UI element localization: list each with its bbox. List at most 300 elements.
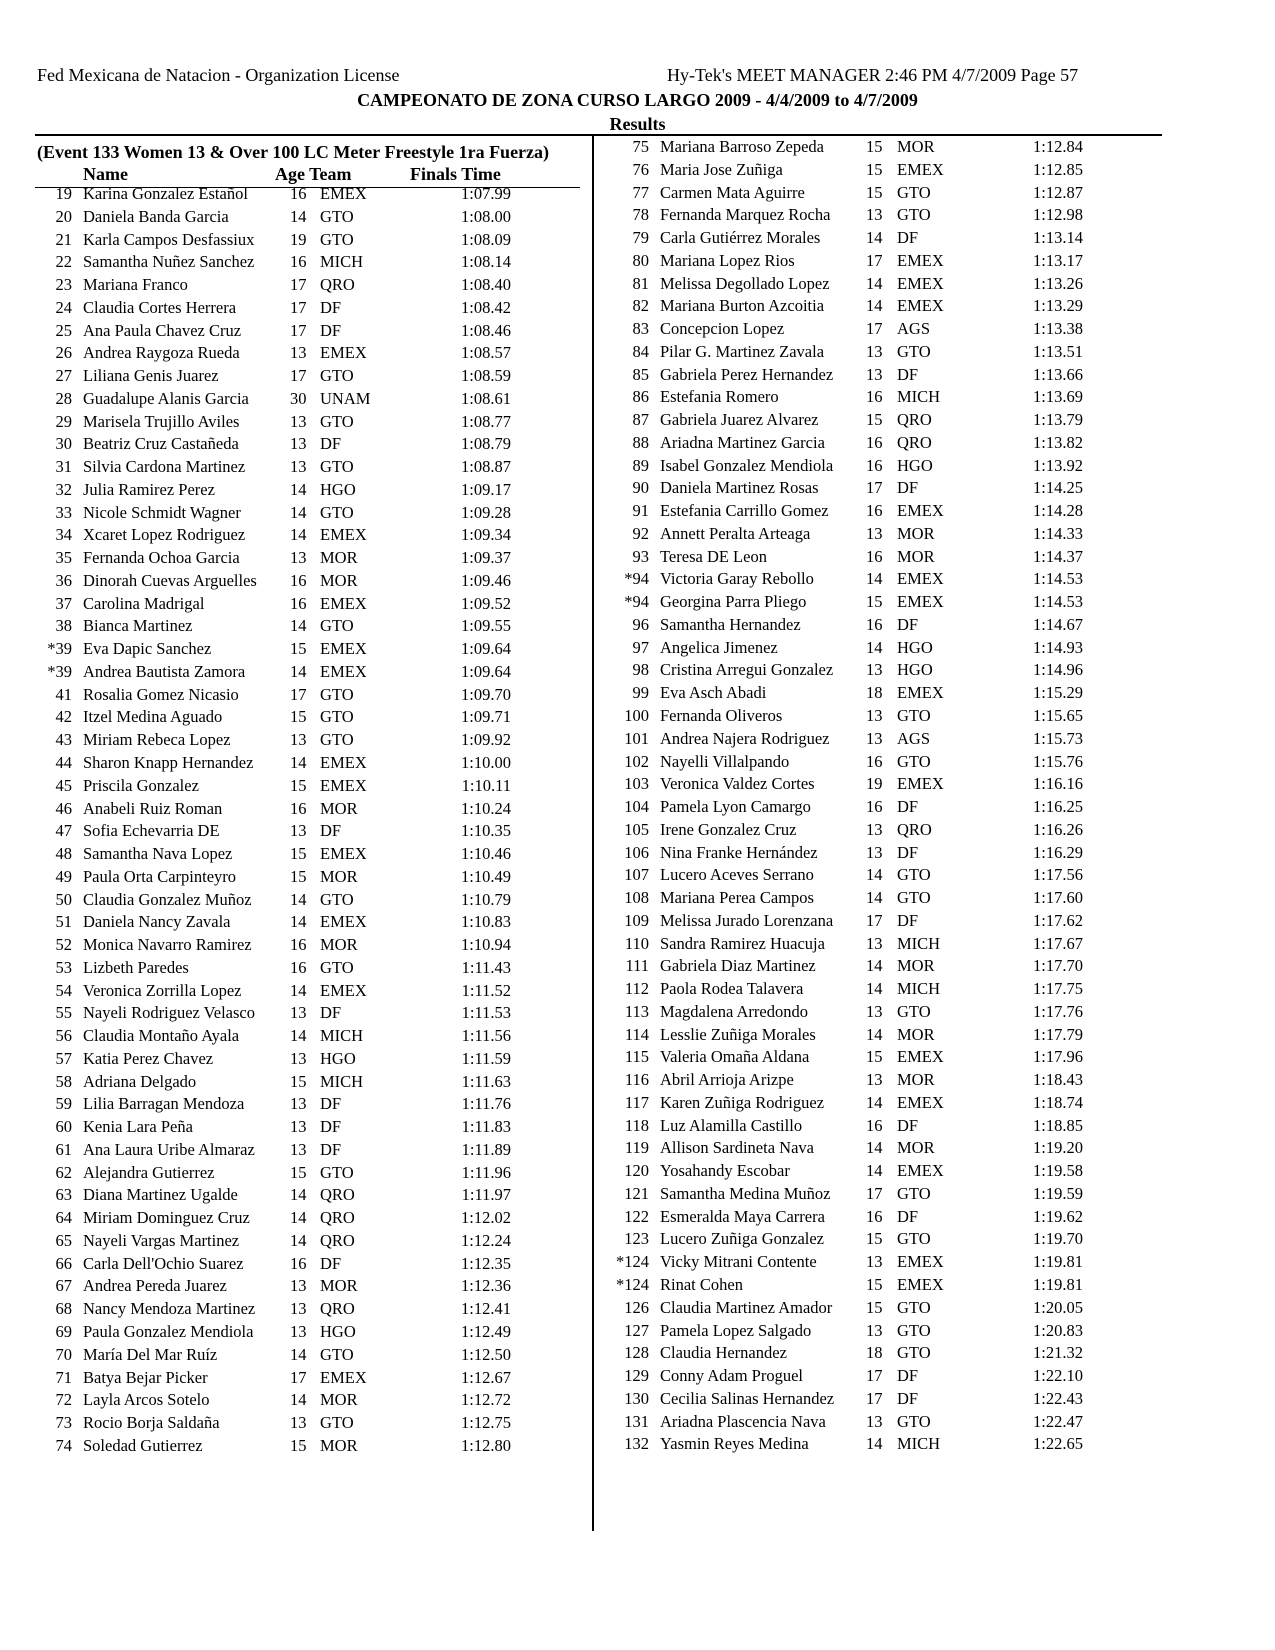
result-row (0, 388, 570, 410)
place: 70 (55, 1344, 72, 1364)
name: Karina Gonzalez Estañol (83, 184, 248, 203)
team: UNAM (320, 388, 371, 408)
name: Claudia Montaño Ayala (83, 1026, 240, 1046)
result-row (0, 661, 570, 683)
place: 35 (55, 548, 72, 568)
name: Liliana Genis Juarez (83, 366, 219, 386)
team: MOR (320, 570, 358, 590)
team: DF (897, 842, 919, 862)
age: 15 (290, 1071, 307, 1091)
team: EMEX (320, 343, 367, 363)
team: EMEX (320, 980, 367, 1000)
name: Angelica Jimenez (660, 637, 778, 657)
name: Eva Dapic Sanchez (83, 639, 212, 659)
result-row (594, 364, 1194, 386)
place: 19 (55, 184, 72, 203)
place: 25 (55, 320, 72, 340)
finals-time: 1:12.87 (1033, 182, 1083, 202)
age: 13 (866, 728, 883, 748)
name: Paola Rodea Talavera (660, 979, 804, 999)
finals-time: 1:16.25 (1033, 797, 1083, 817)
finals-time: 1:10.49 (461, 866, 511, 886)
place: 29 (55, 411, 72, 431)
team: QRO (320, 1299, 355, 1319)
finals-time: 1:09.64 (461, 639, 511, 659)
team: HGO (320, 1322, 356, 1341)
place: 62 (55, 1162, 72, 1182)
finals-time: 1:12.98 (1033, 205, 1083, 225)
place: 55 (55, 1003, 72, 1023)
name: Rinat Cohen (660, 1275, 743, 1294)
age: 17 (290, 366, 307, 386)
name: Paula Orta Carpinteyro (83, 866, 237, 886)
name: Lucero Zuñiga Gonzalez (660, 1229, 825, 1249)
result-row (0, 1298, 570, 1320)
name: Nayeli Rodriguez Velasco (83, 1003, 255, 1023)
organization-license: Fed Mexicana de Natacion - Organization License (37, 65, 400, 85)
finals-time: 1:12.24 (461, 1230, 511, 1250)
place: 85 (632, 364, 649, 384)
age: 17 (290, 275, 307, 295)
team: QRO (320, 275, 355, 295)
team: GTO (320, 502, 354, 522)
result-row (594, 295, 1194, 317)
result-row (0, 524, 570, 546)
age: 17 (866, 319, 883, 339)
team: DF (320, 1139, 342, 1159)
age: 13 (866, 341, 883, 361)
finals-time: 1:14.67 (1033, 614, 1083, 634)
team: HGO (897, 455, 933, 475)
column-header-age-team: Age Team (275, 164, 352, 184)
name: Mariana Barroso Zepeda (660, 137, 825, 156)
place: 96 (632, 614, 649, 634)
name: Carolina Madrigal (83, 593, 205, 613)
age: 17 (290, 320, 307, 340)
finals-time: 1:12.36 (461, 1276, 511, 1296)
name: Monica Navarro Ramirez (83, 935, 252, 955)
team: EMEX (320, 844, 367, 864)
finals-time: 1:15.76 (1033, 751, 1083, 771)
age: 14 (290, 616, 307, 636)
place: 106 (624, 842, 649, 862)
name: Lizbeth Paredes (83, 957, 189, 977)
team: QRO (897, 819, 932, 839)
place: 49 (55, 866, 72, 886)
team: EMEX (897, 569, 944, 589)
result-row (594, 978, 1194, 1000)
name: Gabriela Diaz Martinez (660, 956, 816, 976)
team: DF (897, 1206, 919, 1226)
result-row (594, 728, 1194, 750)
place: 63 (55, 1185, 72, 1205)
age: 15 (290, 1435, 307, 1455)
finals-time: 1:14.53 (1033, 592, 1083, 612)
name: Nayeli Vargas Martinez (83, 1230, 240, 1250)
team: GTO (897, 1297, 931, 1317)
team: DF (897, 614, 919, 634)
age: 16 (290, 252, 307, 272)
age: 14 (290, 1185, 307, 1205)
finals-time: 1:17.70 (1033, 956, 1083, 976)
name: Katia Perez Chavez (83, 1048, 214, 1068)
result-row (0, 820, 570, 842)
finals-time: 1:19.81 (1033, 1252, 1083, 1272)
name: Claudia Cortes Herrera (83, 297, 237, 317)
name: Rosalia Gomez Nicasio (83, 684, 239, 704)
finals-time: 1:16.29 (1033, 842, 1083, 862)
result-row (0, 251, 570, 273)
place: 65 (55, 1230, 72, 1250)
team: EMEX (897, 250, 944, 270)
team: EMEX (897, 592, 944, 612)
place: 67 (55, 1276, 72, 1296)
result-row (594, 1433, 1194, 1455)
place: 98 (632, 660, 649, 680)
place: 119 (624, 1138, 649, 1158)
place: 114 (624, 1024, 649, 1044)
name: Claudia Martinez Amador (660, 1297, 833, 1317)
finals-time: 1:11.97 (461, 1185, 511, 1205)
finals-time: 1:08.61 (461, 388, 511, 408)
name: Estefania Carrillo Gomez (660, 501, 829, 521)
result-row (0, 433, 570, 455)
age: 13 (290, 457, 307, 477)
age: 16 (866, 455, 883, 475)
finals-time: 1:08.79 (461, 434, 511, 454)
team: EMEX (897, 1161, 944, 1181)
team: MOR (320, 935, 358, 955)
name: Batya Bejar Picker (83, 1367, 208, 1387)
age: 15 (866, 1297, 883, 1317)
place: 108 (624, 888, 649, 908)
result-row (0, 957, 570, 979)
finals-time: 1:09.28 (461, 502, 511, 522)
place: *94 (624, 569, 649, 589)
name: Anabeli Ruiz Roman (83, 798, 223, 818)
place: 73 (55, 1413, 72, 1433)
finals-time: 1:13.17 (1033, 250, 1083, 270)
finals-time: 1:12.67 (461, 1367, 511, 1387)
name: Claudia Gonzalez Muñoz (83, 889, 252, 909)
place: 100 (624, 706, 649, 725)
name: María Del Mar Ruíz (83, 1344, 218, 1364)
place: 24 (55, 297, 72, 317)
place: 115 (624, 1047, 649, 1067)
place: 77 (632, 182, 649, 202)
place: 111 (625, 956, 649, 976)
name: Esmeralda Maya Carrera (660, 1206, 825, 1226)
team: DF (320, 1094, 342, 1114)
name: Ana Paula Chavez Cruz (83, 320, 242, 340)
name: Bianca Martinez (83, 616, 193, 636)
age: 15 (290, 775, 307, 795)
team: EMEX (320, 1367, 367, 1387)
name: Miriam Dominguez Cruz (83, 1208, 250, 1228)
place: 87 (632, 410, 649, 430)
finals-time: 1:08.09 (461, 229, 511, 249)
name: Mariana Franco (83, 275, 188, 295)
name: Fernanda Marquez Rocha (660, 205, 831, 225)
result-row (594, 1228, 1194, 1250)
name: Julia Ramirez Perez (83, 479, 215, 499)
finals-time: 1:22.10 (1033, 1366, 1083, 1386)
age: 13 (290, 343, 307, 363)
team: EMEX (897, 683, 944, 703)
age: 14 (866, 888, 883, 908)
age: 16 (290, 593, 307, 613)
age: 14 (290, 980, 307, 1000)
place: 126 (624, 1297, 649, 1317)
result-row (0, 320, 570, 342)
finals-time: 1:19.62 (1033, 1206, 1083, 1226)
age: 13 (290, 1003, 307, 1023)
place: 103 (624, 774, 649, 794)
finals-time: 1:09.34 (461, 525, 511, 545)
result-row (594, 523, 1194, 545)
place: 69 (55, 1322, 72, 1341)
team: QRO (897, 432, 932, 452)
result-row (594, 751, 1194, 773)
result-row (594, 591, 1194, 613)
name: Carla Gutiérrez Morales (660, 228, 821, 248)
team: MOR (897, 956, 935, 976)
place: 121 (624, 1183, 649, 1203)
finals-time: 1:15.73 (1033, 728, 1083, 748)
age: 17 (866, 1388, 883, 1408)
result-row (0, 752, 570, 774)
name: Lucero Aceves Serrano (660, 865, 814, 885)
event-title: (Event 133 Women 13 & Over 100 LC Meter Freestyle 1ra Fuerza) (37, 142, 550, 162)
name: Concepcion Lopez (660, 319, 785, 339)
finals-time: 1:14.25 (1033, 478, 1083, 498)
place: 99 (632, 683, 649, 703)
age: 13 (866, 1411, 883, 1431)
result-row (594, 1297, 1194, 1319)
finals-time: 1:20.05 (1033, 1297, 1083, 1317)
finals-time: 1:17.56 (1033, 865, 1083, 885)
team: MICH (897, 979, 941, 999)
result-row (594, 1092, 1194, 1114)
team: MICH (320, 1071, 364, 1091)
finals-time: 1:14.53 (1033, 569, 1083, 589)
result-row (0, 684, 570, 706)
place: 92 (632, 523, 649, 543)
team: GTO (897, 1411, 931, 1431)
age: 19 (866, 774, 883, 794)
name: Gabriela Juarez Alvarez (660, 410, 819, 430)
age: 13 (866, 819, 883, 839)
finals-time: 1:12.75 (461, 1413, 511, 1433)
team: GTO (320, 1413, 354, 1433)
age: 16 (866, 614, 883, 634)
result-row (594, 842, 1194, 864)
team: MOR (320, 548, 358, 568)
team: MOR (320, 866, 358, 886)
place: 41 (55, 684, 72, 704)
name: Isabel Gonzalez Mendiola (660, 455, 834, 475)
place: 22 (55, 252, 72, 272)
name: Annett Peralta Arteaga (660, 523, 811, 543)
place: 60 (55, 1117, 72, 1137)
finals-time: 1:13.69 (1033, 387, 1083, 407)
result-row (594, 1342, 1194, 1364)
result-row (0, 1412, 570, 1434)
finals-time: 1:09.71 (461, 707, 511, 727)
finals-time: 1:09.52 (461, 593, 511, 613)
age: 14 (290, 525, 307, 545)
place: 61 (55, 1139, 72, 1159)
name: Daniela Nancy Zavala (83, 912, 231, 932)
result-row (594, 1137, 1194, 1159)
place: 46 (55, 798, 72, 818)
result-row (594, 887, 1194, 909)
team: GTO (320, 229, 354, 249)
place: 26 (55, 343, 72, 363)
age: 18 (866, 683, 883, 703)
age: 14 (866, 1092, 883, 1112)
team: MOR (897, 1138, 935, 1158)
result-row (594, 500, 1194, 522)
place: 64 (55, 1208, 72, 1228)
place: 37 (55, 593, 72, 613)
age: 16 (866, 501, 883, 521)
name: Samantha Nuñez Sanchez (83, 252, 255, 272)
team: DF (320, 434, 342, 454)
team: DF (320, 1253, 342, 1273)
place: 45 (55, 775, 72, 795)
result-row (594, 773, 1194, 795)
result-row (594, 1388, 1194, 1410)
name: Xcaret Lopez Rodriguez (83, 525, 246, 545)
place: 31 (55, 457, 72, 477)
name: Nicole Schmidt Wagner (83, 502, 241, 522)
age: 13 (290, 730, 307, 750)
team: DF (320, 821, 342, 841)
name: Adriana Delgado (83, 1071, 197, 1091)
result-row (594, 705, 1194, 727)
place: 23 (55, 275, 72, 295)
team: EMEX (897, 1047, 944, 1067)
place: 84 (632, 341, 649, 361)
result-row (594, 1183, 1194, 1205)
result-row (594, 568, 1194, 590)
age: 19 (290, 229, 307, 249)
finals-time: 1:17.96 (1033, 1047, 1083, 1067)
result-row (594, 386, 1194, 408)
place: 109 (624, 910, 649, 930)
place: 58 (55, 1071, 72, 1091)
name: Ariadna Martinez Garcia (660, 432, 825, 452)
result-row (0, 638, 570, 660)
place: 42 (55, 707, 72, 727)
team: GTO (320, 616, 354, 636)
result-row (0, 342, 570, 364)
result-row (0, 297, 570, 319)
name: Beatriz Cruz Castañeda (83, 434, 239, 454)
finals-time: 1:08.00 (461, 206, 511, 226)
finals-time: 1:17.67 (1033, 933, 1083, 953)
name: Sharon Knapp Hernandez (83, 753, 254, 772)
team: GTO (320, 684, 354, 704)
age: 13 (290, 1413, 307, 1433)
place: 66 (55, 1253, 72, 1273)
age: 13 (290, 411, 307, 431)
team: GTO (320, 889, 354, 909)
result-row (0, 798, 570, 820)
finals-time: 1:16.26 (1033, 819, 1083, 839)
place: 116 (624, 1070, 649, 1090)
team: DF (897, 1366, 919, 1386)
team: DF (897, 910, 919, 930)
age: 16 (866, 1206, 883, 1226)
team: MICH (897, 933, 941, 953)
result-row (0, 229, 570, 251)
place: 102 (624, 751, 649, 771)
name: Fernanda Ochoa Garcia (83, 548, 240, 568)
place: 90 (632, 478, 649, 498)
result-row (594, 1160, 1194, 1182)
name: Teresa DE Leon (660, 546, 767, 566)
place: 57 (55, 1048, 72, 1068)
age: 14 (290, 1026, 307, 1046)
age: 17 (290, 684, 307, 704)
age: 13 (290, 434, 307, 454)
place: 82 (632, 296, 649, 316)
team: EMEX (897, 774, 944, 794)
place: *124 (616, 1252, 649, 1272)
age: 16 (866, 751, 883, 771)
name: Veronica Valdez Cortes (660, 774, 815, 794)
team: DF (320, 1003, 342, 1023)
finals-time: 1:17.79 (1033, 1024, 1083, 1044)
finals-time: 1:10.46 (461, 844, 511, 864)
result-row (594, 1069, 1194, 1091)
result-row (0, 1184, 570, 1206)
finals-time: 1:10.11 (461, 775, 511, 795)
team: DF (897, 1388, 919, 1408)
name: Daniela Banda Garcia (83, 206, 229, 226)
result-row (0, 274, 570, 296)
age: 16 (866, 432, 883, 452)
finals-time: 1:21.32 (1033, 1343, 1083, 1363)
result-row (0, 570, 570, 592)
result-row (594, 682, 1194, 704)
finals-time: 1:16.16 (1033, 774, 1083, 794)
place: 32 (55, 479, 72, 499)
finals-time: 1:13.92 (1033, 455, 1083, 475)
age: 13 (866, 1001, 883, 1021)
result-row (0, 206, 570, 228)
team: GTO (897, 751, 931, 771)
result-row (0, 729, 570, 751)
age: 14 (866, 1138, 883, 1158)
result-row (0, 615, 570, 637)
age: 17 (866, 1366, 883, 1386)
finals-time: 1:18.74 (1033, 1092, 1083, 1112)
age: 16 (290, 798, 307, 818)
name: Fernanda Oliveros (660, 706, 783, 725)
age: 13 (866, 842, 883, 862)
age: 15 (866, 137, 883, 156)
finals-time: 1:10.00 (461, 753, 511, 772)
name: Andrea Najera Rodriguez (660, 728, 830, 748)
team: GTO (320, 730, 354, 750)
team: EMEX (897, 1092, 944, 1112)
team: GTO (320, 457, 354, 477)
age: 13 (290, 1117, 307, 1137)
finals-time: 1:09.55 (461, 616, 511, 636)
